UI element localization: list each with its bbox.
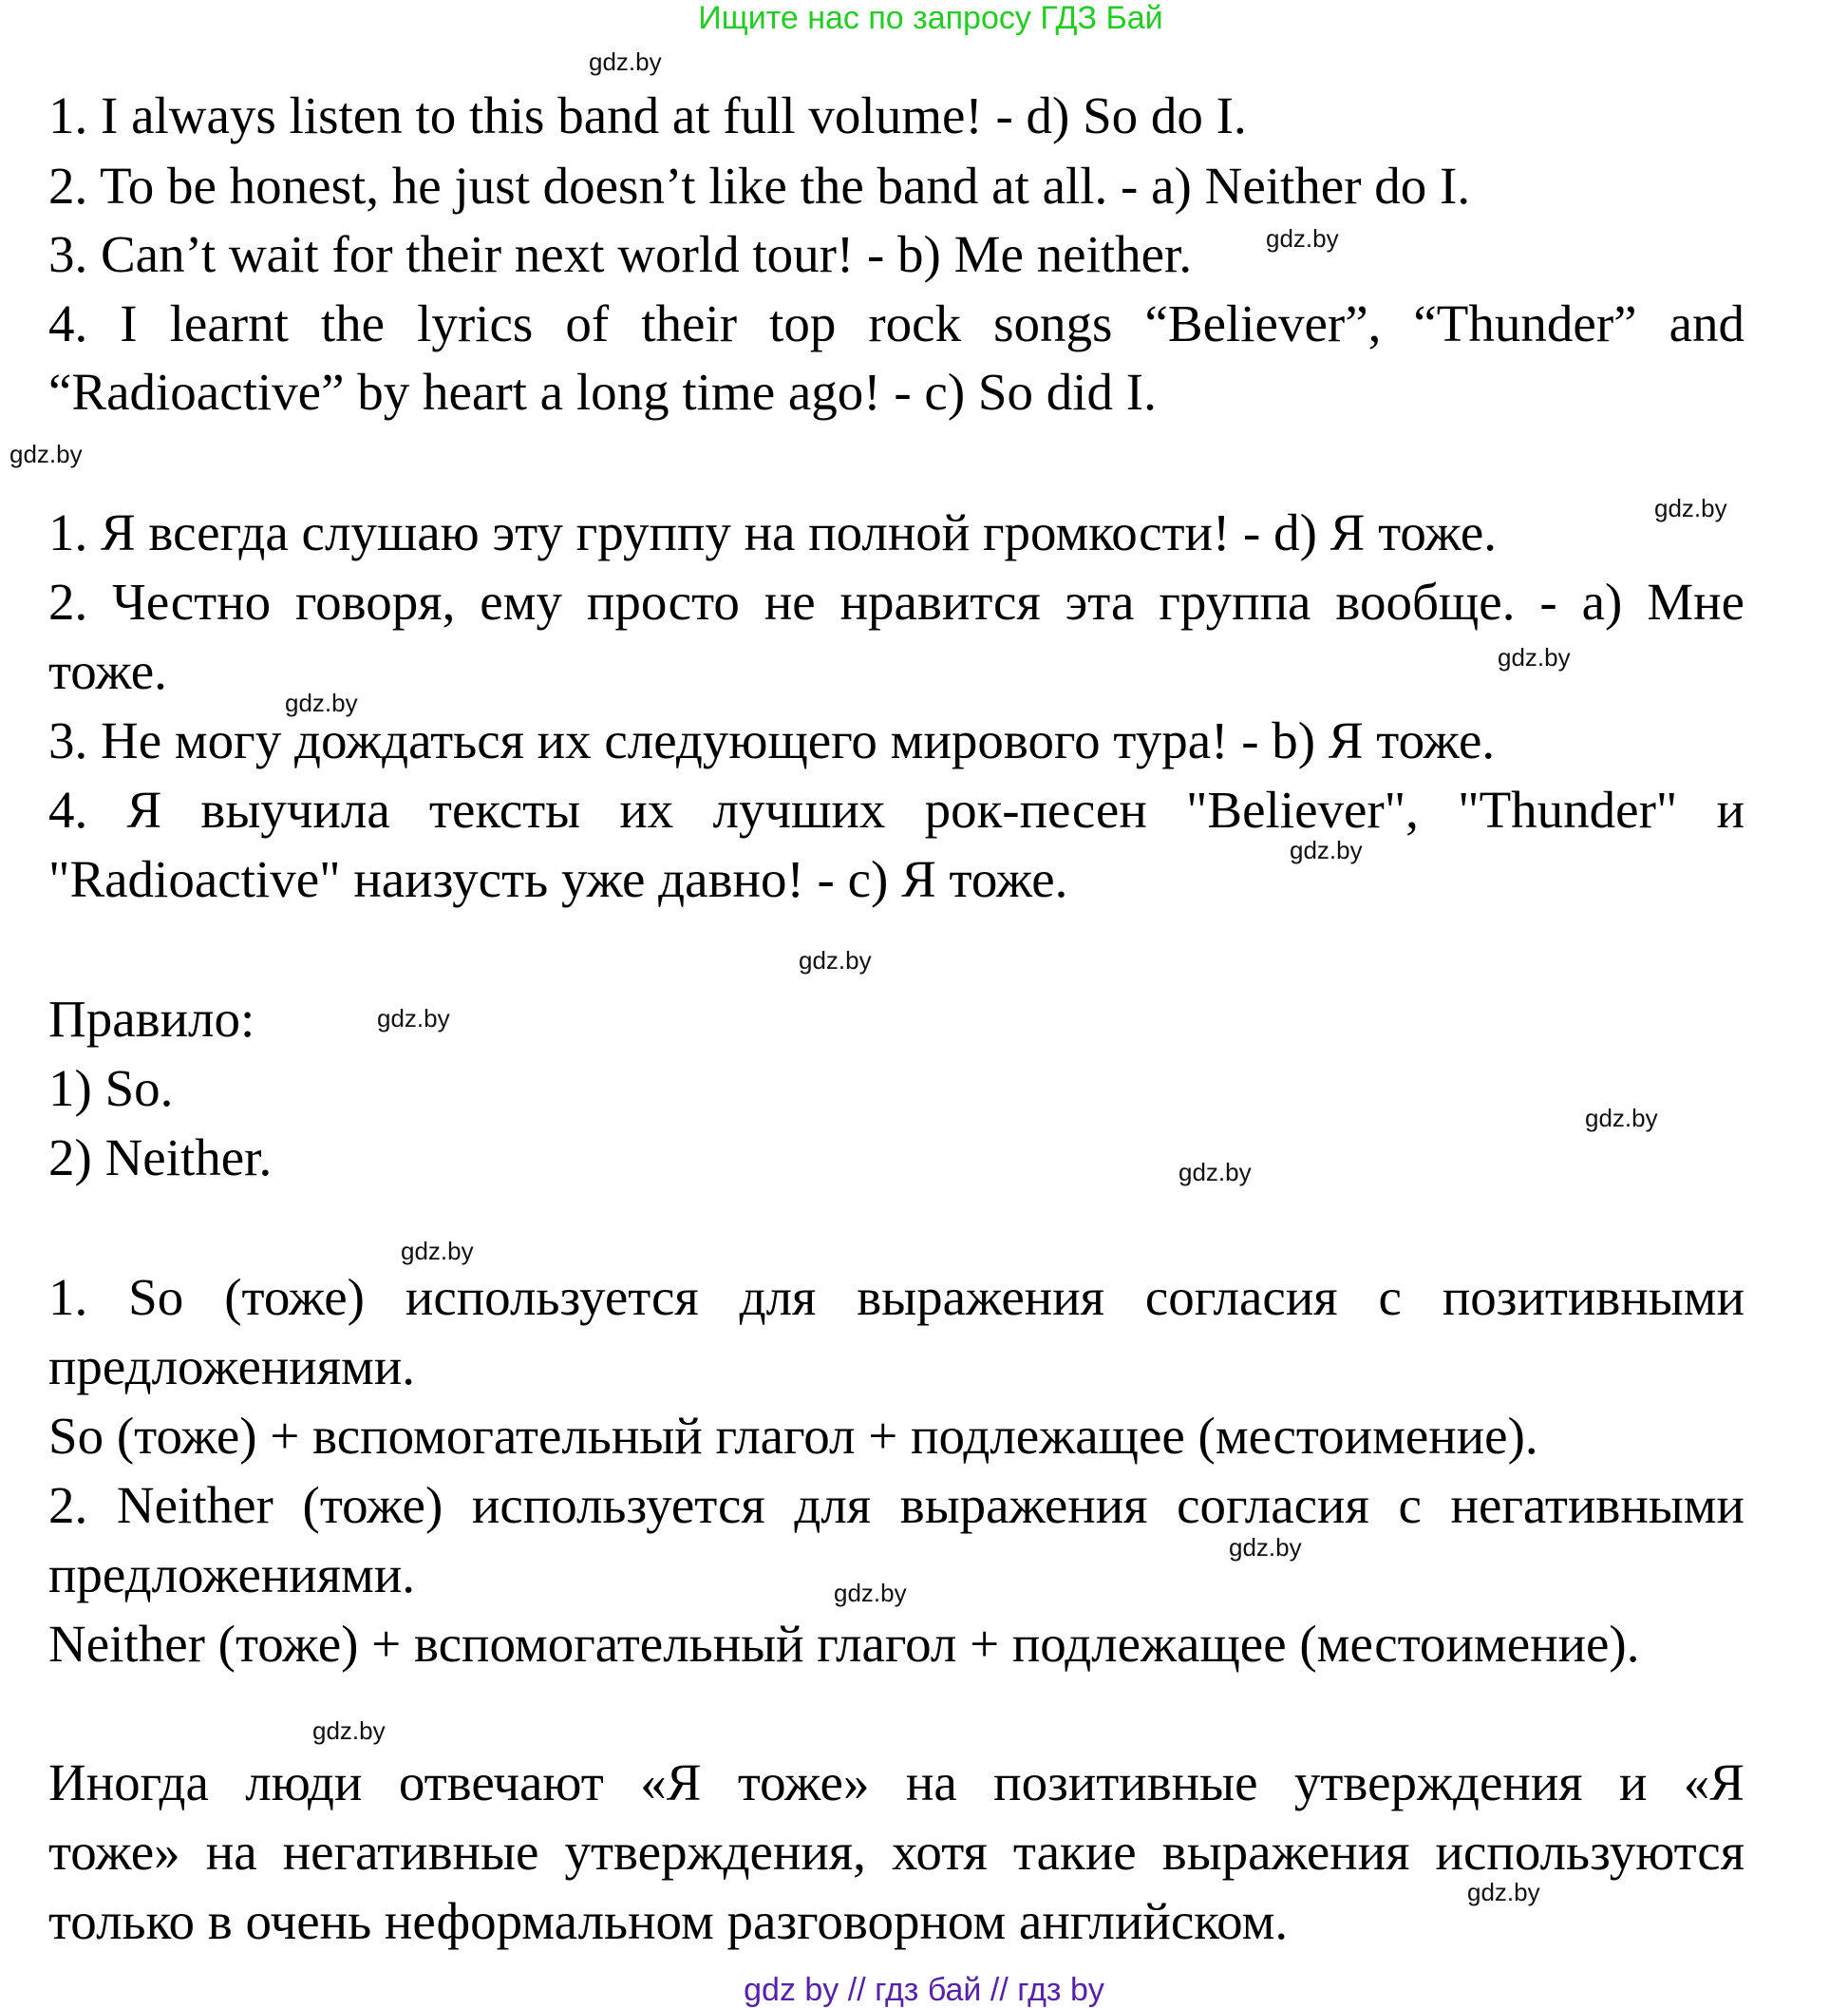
search-banner: Ищите нас по запросу ГДЗ Бай	[698, 0, 1163, 36]
watermark: gdz.by	[1229, 1533, 1302, 1562]
note-line-2: тоже» на негативные утверждения, хотя такие выражения используются	[48, 1823, 1744, 1881]
watermark: gdz.by	[377, 1004, 450, 1032]
watermark: gdz.by	[1467, 1878, 1540, 1906]
english-line-4: 4. I learnt the lyrics of their top rock songs “Believer”, “Thunder” and	[48, 294, 1744, 352]
russian-line-6: "Radioactive" наизусть уже давно! - с) Я тоже.	[48, 850, 1068, 908]
watermark: gdz.by	[1266, 224, 1339, 253]
english-line-5: “Radioactive” by heart a long time ago! - c) So did I.	[48, 363, 1157, 421]
watermark: gdz.by	[1179, 1158, 1252, 1186]
explanation-line-5: предложениями.	[48, 1545, 416, 1603]
explanation-line-3: So (тоже) + вспомогательный глагол + подлежащее (местоимение).	[48, 1407, 1538, 1465]
rule-item-1: 1) So.	[48, 1059, 174, 1117]
explanation-line-2: предложениями.	[48, 1337, 416, 1395]
rule-heading: Правило:	[48, 990, 255, 1048]
russian-line-3: тоже.	[48, 642, 167, 700]
watermark: gdz.by	[9, 440, 83, 468]
explanation-line-1: 1. So (тоже) используется для выражения согласия с позитивными	[48, 1268, 1744, 1326]
note-line-3: только в очень неформальном разговорном английском.	[48, 1892, 1289, 1950]
watermark: gdz.by	[1498, 643, 1571, 672]
explanation-line-6: Neither (тоже) + вспомогательный глагол + подлежащее (местоимение).	[48, 1615, 1640, 1673]
watermark: gdz.by	[285, 689, 358, 717]
note-line-1: Иногда люди отвечают «Я тоже» на позитивные утверждения и «Я	[48, 1753, 1744, 1811]
watermark: gdz.by	[589, 47, 662, 76]
english-line-1: 1. I always listen to this band at full volume! - d) So do I.	[48, 86, 1247, 144]
footer-links: gdz by // гдз бай // гдз by	[744, 1972, 1104, 2008]
watermark: gdz.by	[401, 1237, 474, 1265]
watermark: gdz.by	[312, 1716, 386, 1745]
english-line-2: 2. To be honest, he just doesn’t like the band at all. - a) Neither do I.	[48, 157, 1471, 215]
watermark: gdz.by	[1654, 494, 1727, 522]
watermark: gdz.by	[834, 1579, 907, 1607]
rule-item-2: 2) Neither.	[48, 1128, 273, 1186]
watermark: gdz.by	[799, 946, 872, 975]
watermark: gdz.by	[1290, 836, 1363, 864]
english-line-3: 3. Can’t wait for their next world tour! - b) Me neither.	[48, 225, 1193, 283]
explanation-line-4: 2. Neither (тоже) используется для выражения согласия с негативными	[48, 1476, 1744, 1534]
russian-line-5: 4. Я выучила тексты их лучших рок-песен "Believer", "Thunder" и	[48, 781, 1744, 839]
russian-line-2: 2. Честно говоря, ему просто не нравится эта группа вообще. - a) Мне	[48, 573, 1744, 631]
russian-line-4: 3. Не могу дождаться их следующего мирового тура! - b) Я тоже.	[48, 711, 1496, 769]
watermark: gdz.by	[1585, 1104, 1658, 1132]
russian-line-1: 1. Я всегда слушаю эту группу на полной громкости! - d) Я тоже.	[48, 503, 1497, 561]
